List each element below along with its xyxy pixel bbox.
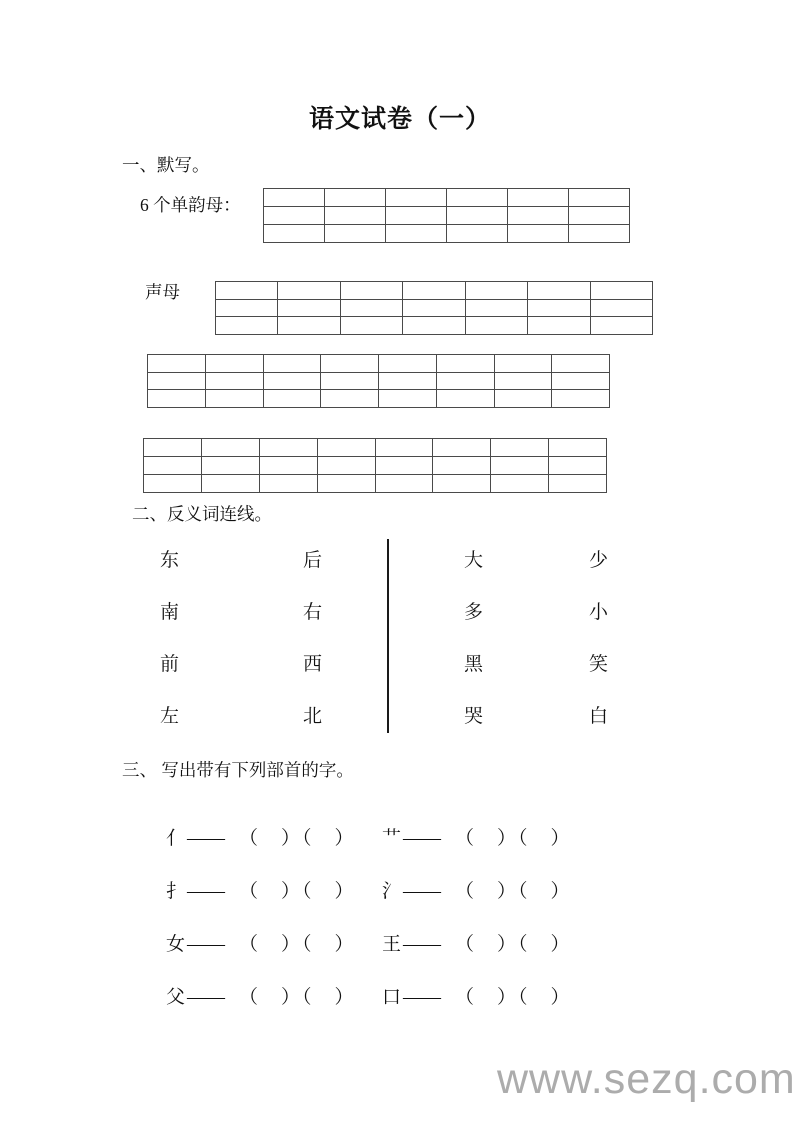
blank-cell (375, 475, 433, 493)
match-word: 大 (464, 550, 484, 571)
blank-cell (436, 390, 494, 408)
blank-cell (317, 475, 375, 493)
radical-item (363, 810, 572, 867)
blank-cell (552, 390, 610, 408)
radical-char: 扌 (166, 881, 186, 902)
radical-item (147, 863, 356, 920)
blank-cell (201, 457, 259, 475)
radical-char: 父 (166, 987, 186, 1008)
answer-blanks: （ ）（ ） (455, 881, 572, 902)
match-word: 左 (160, 706, 180, 727)
match-word: 少 (589, 550, 609, 571)
blank-cell (494, 355, 552, 373)
blank-cell (465, 299, 527, 317)
blank-cell (386, 207, 447, 225)
blank-cell (386, 189, 447, 207)
dash: —— (187, 828, 226, 849)
blank-cell (340, 299, 402, 317)
vowels-table (263, 188, 630, 243)
radical-item (147, 916, 356, 973)
match-word: 西 (303, 654, 323, 675)
blank-cell (264, 189, 325, 207)
blank-cell (569, 225, 630, 243)
match-word: 右 (303, 602, 323, 623)
blank-cell (325, 225, 386, 243)
match-word: 前 (160, 654, 180, 675)
blank-cell (590, 317, 652, 335)
answer-blanks: （ ）（ ） (239, 987, 356, 1008)
dash: —— (403, 828, 442, 849)
watermark: www.sezq.com (497, 1055, 796, 1103)
blank-cell (403, 299, 465, 317)
blank-cell (494, 372, 552, 390)
radical-item (147, 810, 356, 867)
blank-cell (433, 475, 491, 493)
blank-cell (216, 299, 278, 317)
vowels-label: 6 个单韵母： (140, 195, 241, 215)
radical-char: 女 (166, 934, 186, 955)
answer-blanks: （ ）（ ） (239, 934, 356, 955)
blank-cell (590, 299, 652, 317)
page-title: 语文试卷（一） (308, 106, 491, 133)
blank-cell (549, 439, 607, 457)
blank-cell (259, 457, 317, 475)
blank-cell (325, 189, 386, 207)
blank-cell (403, 317, 465, 335)
radical-item (363, 916, 572, 973)
blank-cell (552, 372, 610, 390)
dash: —— (187, 881, 226, 902)
match-word: 白 (589, 706, 609, 727)
blank-cell (528, 299, 590, 317)
blank-cell (317, 457, 375, 475)
blank-cell (201, 475, 259, 493)
blank-cell (317, 439, 375, 457)
blank-cell (549, 475, 607, 493)
blank-cell (144, 475, 202, 493)
radical-char: 亻 (166, 828, 186, 849)
blank-cell (216, 317, 278, 335)
blank-cell (144, 457, 202, 475)
blank-cell (386, 225, 447, 243)
blank-cell (264, 225, 325, 243)
blank-cell (549, 457, 607, 475)
blank-cell (436, 372, 494, 390)
match-word: 东 (160, 550, 180, 571)
blank-cell (201, 439, 259, 457)
blank-cell (465, 317, 527, 335)
blank-cell (528, 317, 590, 335)
section-two-heading: 二、反义词连线。 (132, 504, 272, 524)
blank-table-2 (143, 438, 607, 493)
blank-cell (321, 372, 379, 390)
section-three-heading: 三、 写出带有下列部首的字。 (122, 760, 354, 780)
blank-cell (375, 457, 433, 475)
blank-cell (552, 355, 610, 373)
radical-char: 王 (382, 934, 402, 955)
blank-cell (205, 390, 263, 408)
blank-cell (494, 390, 552, 408)
blank-cell (433, 439, 491, 457)
blank-cell (491, 457, 549, 475)
blank-cell (148, 355, 206, 373)
radical-item (147, 969, 356, 1026)
blank-cell (321, 355, 379, 373)
blank-cell (379, 355, 437, 373)
blank-cell (528, 282, 590, 300)
radical-char: 艹 (382, 828, 402, 849)
dash: —— (187, 934, 226, 955)
answer-blanks: （ ）（ ） (455, 828, 572, 849)
blank-cell (259, 439, 317, 457)
dash: —— (403, 881, 442, 902)
match-divider (387, 539, 389, 733)
blank-cell (325, 207, 386, 225)
initials-label: 声母 (145, 282, 180, 302)
blank-cell (340, 282, 402, 300)
radical-char: 氵 (382, 881, 402, 902)
dash: —— (403, 987, 442, 1008)
match-word: 多 (464, 602, 484, 623)
match-word: 北 (303, 706, 323, 727)
blank-cell (379, 372, 437, 390)
blank-cell (569, 207, 630, 225)
blank-table-1 (147, 354, 610, 408)
dash: —— (403, 934, 442, 955)
radical-item (363, 969, 572, 1026)
blank-cell (491, 475, 549, 493)
blank-cell (403, 282, 465, 300)
blank-cell (278, 317, 340, 335)
blank-cell (375, 439, 433, 457)
blank-cell (148, 390, 206, 408)
match-word: 后 (303, 550, 323, 571)
section-one-heading: 一、默写。 (122, 155, 210, 175)
blank-cell (216, 282, 278, 300)
radical-char: 口 (382, 987, 402, 1008)
blank-cell (263, 355, 321, 373)
blank-cell (264, 207, 325, 225)
blank-cell (148, 372, 206, 390)
match-word: 笑 (589, 654, 609, 675)
radical-item (363, 863, 572, 920)
answer-blanks: （ ）（ ） (239, 828, 356, 849)
blank-cell (508, 207, 569, 225)
answer-blanks: （ ）（ ） (239, 881, 356, 902)
blank-cell (491, 439, 549, 457)
blank-cell (379, 390, 437, 408)
blank-cell (569, 189, 630, 207)
blank-cell (590, 282, 652, 300)
blank-cell (340, 317, 402, 335)
blank-cell (259, 475, 317, 493)
blank-cell (278, 282, 340, 300)
blank-cell (433, 457, 491, 475)
blank-cell (278, 299, 340, 317)
answer-blanks: （ ）（ ） (455, 987, 572, 1008)
match-word: 小 (589, 602, 609, 623)
blank-cell (263, 390, 321, 408)
match-word: 黑 (464, 654, 484, 675)
blank-cell (263, 372, 321, 390)
blank-cell (447, 189, 508, 207)
blank-cell (508, 189, 569, 207)
blank-cell (144, 439, 202, 457)
blank-cell (436, 355, 494, 373)
blank-cell (447, 225, 508, 243)
blank-cell (205, 372, 263, 390)
dash: —— (187, 987, 226, 1008)
blank-cell (508, 225, 569, 243)
blank-cell (447, 207, 508, 225)
blank-cell (321, 390, 379, 408)
blank-cell (465, 282, 527, 300)
initials-table (215, 281, 653, 335)
answer-blanks: （ ）（ ） (455, 934, 572, 955)
match-word: 南 (160, 602, 180, 623)
match-word: 哭 (464, 706, 484, 727)
blank-cell (205, 355, 263, 373)
